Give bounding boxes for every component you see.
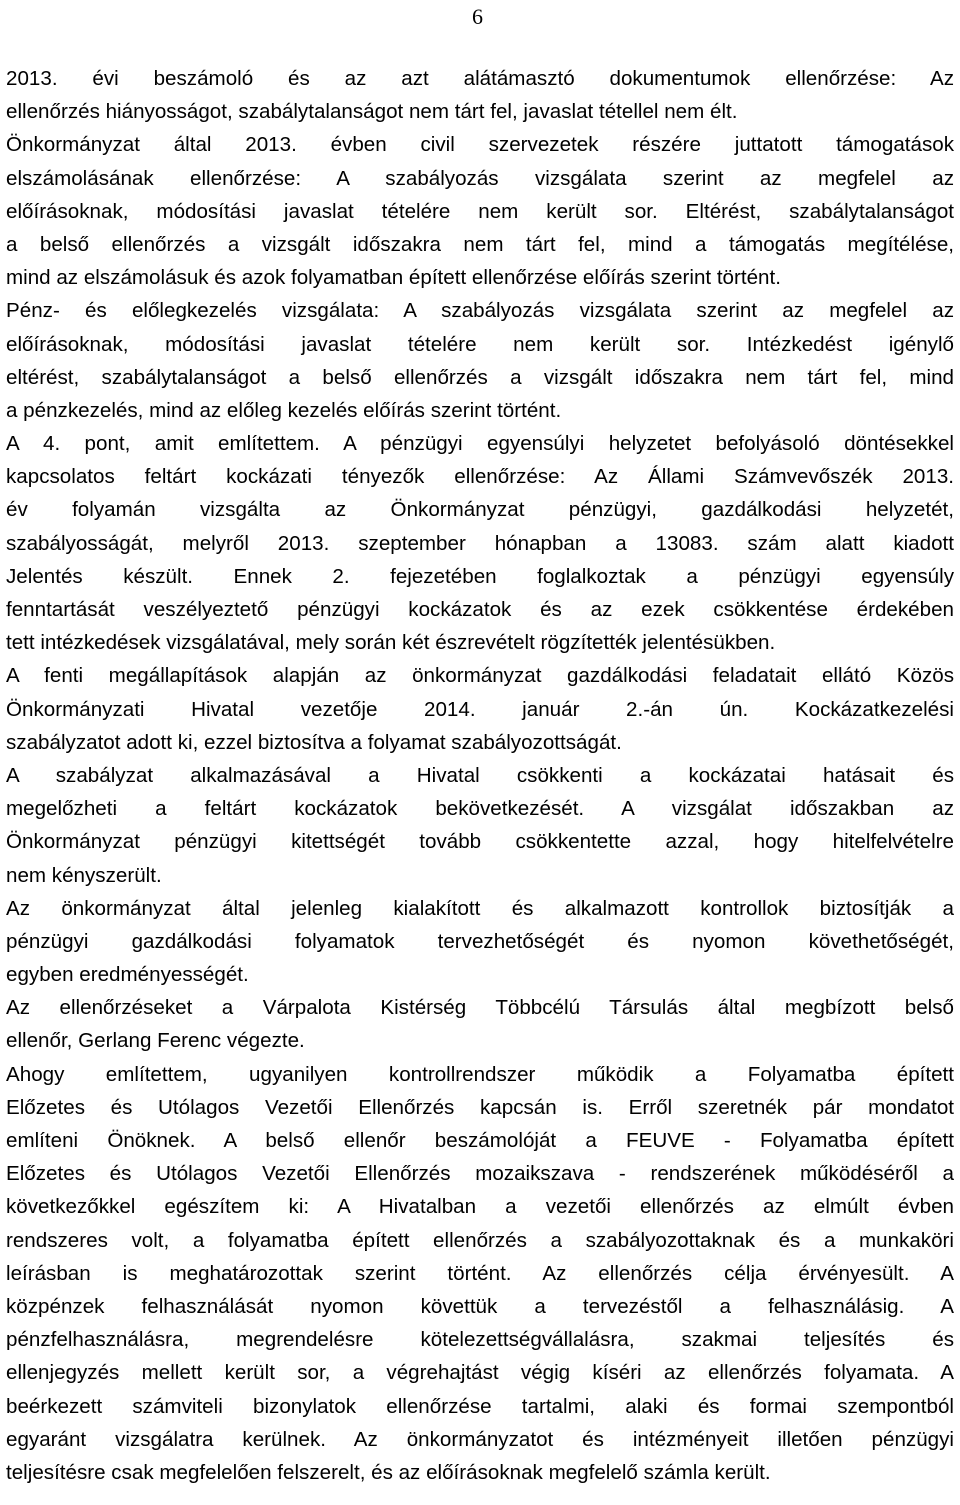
text-line: Előzetes és Utólagos Vezetői Ellenőrzés kapcsán is. Erről szeretnék pár mondatot <box>6 1095 954 1119</box>
text-line: egyben eredményességét. <box>6 963 249 987</box>
text-line: a belső ellenőrzés a vizsgált időszakra nem tárt fel, mind a támogatás megítélése, <box>6 232 954 256</box>
text-line: ellenőrzés hiányosságot, szabálytalanságot nem tárt fel, javaslat tétellel nem élt. <box>6 100 738 124</box>
text-line: rendszeres volt, a folyamatba épített ellenőrzés a szabályozottaknak és a munkaköri <box>6 1228 954 1252</box>
text-line: tett intézkedések vizsgálatával, mely során két észrevételt rögzítették jelentésükben. <box>6 631 776 655</box>
text-line: Előzetes és Utólagos Vezetői Ellenőrzés mozaikszava - rendszerének működéséről a <box>6 1162 954 1186</box>
page-number: 6 <box>472 4 483 29</box>
text-line: egyaránt vizsgálatra kerülnek. Az önkormányzatot és intézményeit illetően pénzügyi <box>6 1427 954 1451</box>
text-line: teljesítésre csak megfelelően felszerelt, és az előírásoknak megfelelő számla került. <box>6 1460 771 1484</box>
text-line: Jelentés készült. Ennek 2. fejezetében foglalkoztak a pénzügyi egyensúly <box>6 564 954 588</box>
text-line: Ahogy említettem, ugyanilyen kontrollrendszer működik a Folyamatba épített <box>6 1062 954 1086</box>
text-line: nem kényszerült. <box>6 863 162 887</box>
text-line: pénzfelhasználásra, megrendelésre kötelezettségvállalásra, szakmai teljesítés és <box>6 1328 954 1352</box>
text-line: Önkormányzat pénzügyi kitettségét tovább csökkentette azzal, hogy hitelfelvételre <box>6 830 954 854</box>
text-line: a pénzkezelés, mind az előleg kezelés előírás szerint történt. <box>6 398 562 422</box>
document-body <box>6 62 954 1489</box>
text-line: szabályzatot adott ki, ezzel biztosítva a folyamat szabályozottságát. <box>6 730 622 754</box>
text-line: említeni Önöknek. A belső ellenőr beszámolóját a FEUVE - Folyamatba épített <box>6 1129 954 1152</box>
text-line: beérkezett számviteli bizonylatok ellenőrzése tartalmi, alaki és formai szempontból <box>6 1394 954 1418</box>
text-line: közpénzek felhasználását nyomon követtük a tervezéstől a felhasználásig. A <box>6 1294 954 1318</box>
text-line: kapcsolatos feltárt kockázati tényezők ellenőrzése: Az Állami Számvevőszék 2013. <box>6 465 954 489</box>
text-line: szabályosságát, melyről 2013. szeptember hónapban a 13083. szám alatt kiadott <box>6 531 954 555</box>
text-line: ellenjegyzés mellett került sor, a végrehajtást végig kíséri az ellenőrzés folyamata. A <box>6 1361 954 1385</box>
text-line: év folyamán vizsgálta az Önkormányzat pénzügyi, gazdálkodási helyzetét, <box>6 498 954 522</box>
text-line: eltérést, szabálytalanságot a belső ellenőrzés a vizsgált időszakra nem tárt fel, mind <box>6 365 954 389</box>
text-line: Önkormányzat által 2013. évben civil szervezetek részére juttatott támogatások <box>6 133 954 157</box>
text-line: Az önkormányzat által jelenleg kialakított és alkalmazott kontrollok biztosítják a <box>6 896 954 920</box>
text-line: elszámolásának ellenőrzése: A szabályozás vizsgálata szerint az megfelel az <box>6 166 954 190</box>
text-line: Pénz- és előlegkezelés vizsgálata: A szabályozás vizsgálata szerint az megfelel az <box>6 299 954 323</box>
text-line: A 4. pont, amit említettem. A pénzügyi egyensúlyi helyzetet befolyásoló döntésekkel <box>6 432 954 456</box>
text-line: megelőzheti a feltárt kockázatok bekövetkezését. A vizsgálat időszakban az <box>6 797 954 821</box>
text-line: A szabályzat alkalmazásával a Hivatal csökkenti a kockázatai hatásait és <box>6 763 954 787</box>
text-line: pénzügyi gazdálkodási folyamatok tervezhetőségét és nyomon követhetőségét, <box>6 929 954 953</box>
text-line: előírásoknak, módosítási javaslat tételére nem került sor. Eltérést, szabálytalanságot <box>6 199 954 223</box>
text-line: 2013. évi beszámoló és az azt alátámasztó dokumentumok ellenőrzése: Az <box>6 67 954 90</box>
text-line: fenntartását veszélyeztető pénzügyi kockázatok és az ezek csökkentése érdekében <box>6 598 954 621</box>
text-line: Önkormányzati Hivatal vezetője 2014. január 2.-án ún. Kockázatkezelési <box>6 697 954 721</box>
text-line: Az ellenőrzéseket a Várpalota Kistérség Többcélú Társulás által megbízott belső <box>6 996 954 1020</box>
text-line: mind az elszámolásuk és azok folyamatban épített ellenőrzése előírás szerint történt. <box>6 266 781 290</box>
text-line: előírásoknak, módosítási javaslat tételére nem került sor. Intézkedést igénylő <box>6 332 954 356</box>
text-line: leírásban is meghatározottak szerint történt. Az ellenőrzés célja érvényesült. A <box>6 1261 954 1285</box>
text-line: ellenőr, Gerlang Ferenc végezte. <box>6 1029 305 1053</box>
text-line: következőkkel egészítem ki: A Hivatalban a vezetői ellenőrzés az elmúlt évben <box>6 1195 954 1219</box>
text-line: A fenti megállapítások alapján az önkormányzat gazdálkodási feladatait ellátó Közös <box>6 664 954 688</box>
